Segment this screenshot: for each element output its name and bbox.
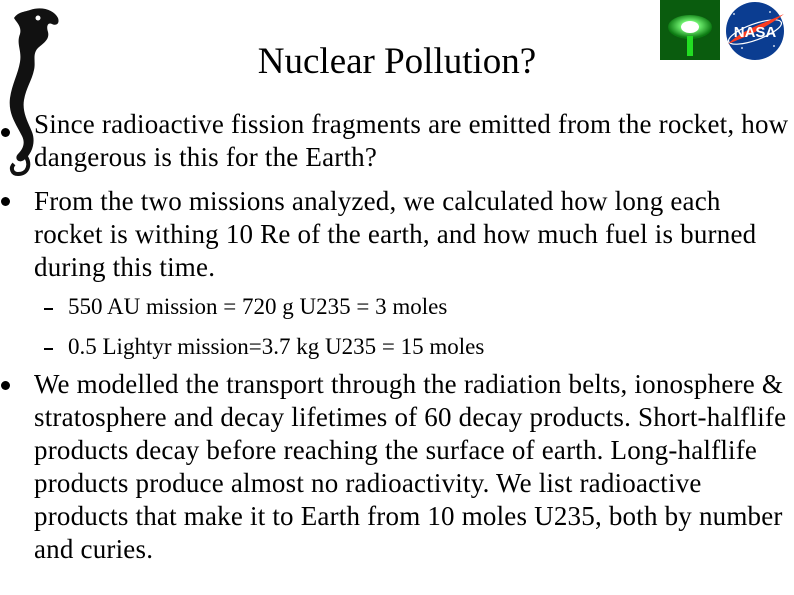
sub-bullet-dash [44, 348, 53, 350]
nasa-logo-text: NASA [733, 24, 777, 41]
sub-bullet-dash [44, 308, 53, 310]
bullet-dot [1, 381, 10, 390]
bullet-1: Since radioactive fission fragments are emitted from the rocket, how dangerous is this for the Earth? [34, 109, 789, 172]
sub-bullet-1: 550 AU mission = 720 g U235 = 3 moles [68, 294, 448, 319]
bullet-dot [1, 128, 10, 137]
slide-title: Nuclear Pollution? [257, 41, 537, 82]
bullet-3: We modelled the transport through the radiation belts, ionosphere & stratosphere and decay lifetimes of 60 decay products. Short-halflife products decay before reaching the surface of earth. Long-halflife products produce almost no radioactivity. We list radioactive products that make it to Earth from 10 moles U235, both by number and curies. [34, 369, 787, 564]
sub-bullet-2: 0.5 Lightyr mission=3.7 kg U235 = 15 moles [68, 334, 485, 359]
bullet-2: From the two missions analyzed, we calculated how long each rocket is withing 10 Re of the earth, and how much fuel is burned during this time. [34, 186, 757, 282]
bullet-dot [1, 197, 10, 206]
